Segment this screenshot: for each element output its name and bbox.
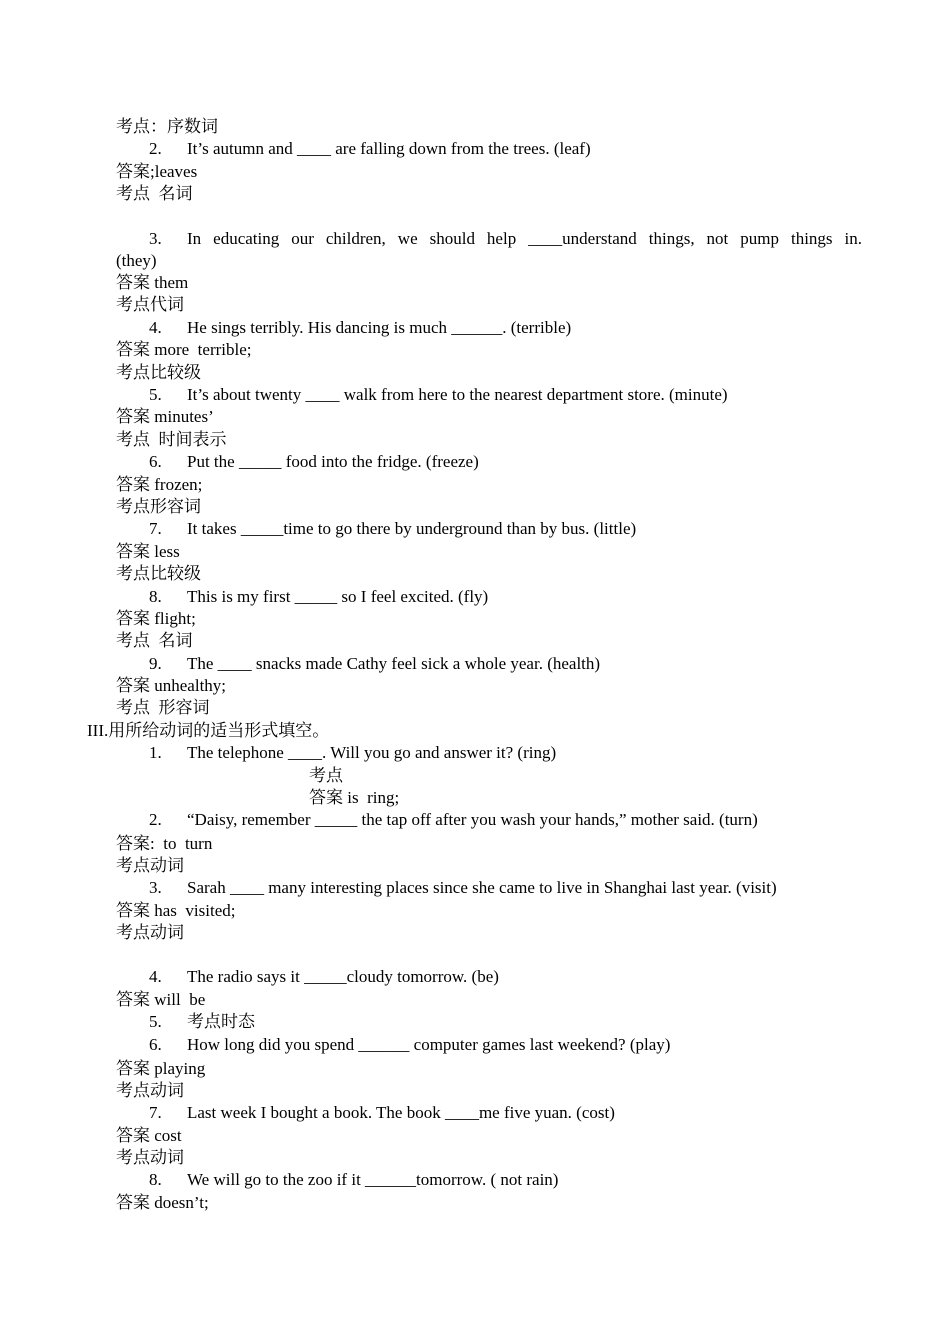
kaodian-line: 考点：序数词 <box>116 117 218 136</box>
kaodian-line: 考点比较级 <box>116 363 201 382</box>
question-number: 6. <box>149 1035 162 1054</box>
answer-line: 答案 more terrible; <box>116 340 252 359</box>
question-text: It’s about twenty ____ walk from here to the nearest department store. (minute) <box>187 385 728 404</box>
question-number: 8. <box>149 1170 162 1189</box>
kaodian-line: 考点 名词 <box>116 184 193 203</box>
question-number: 4. <box>149 318 162 337</box>
kaodian-line: 考点动词 <box>116 1081 184 1100</box>
question-number: 5. <box>149 385 162 404</box>
question-number: 9. <box>149 654 162 673</box>
kaodian-line: 考点比较级 <box>116 564 201 583</box>
question-text: It’s autumn and ____ are falling down from the trees. (leaf) <box>187 139 591 158</box>
question-text: The radio says it _____cloudy tomorrow. (be) <box>187 967 499 986</box>
question-text: It takes _____time to go there by underground than by bus. (little) <box>187 519 637 538</box>
answer-line: 答案 playing <box>116 1059 206 1078</box>
question-text: In educating our children, we should help ____understand things, not pump things in. <box>187 229 862 248</box>
kaodian-line: 考点动词 <box>116 1148 184 1167</box>
question-number: 5. <box>149 1012 162 1031</box>
kaodian-line: 考点 名词 <box>116 631 193 650</box>
section-heading: III.用所给动词的适当形式填空。 <box>87 721 330 740</box>
answer-line: 答案: to turn <box>116 834 213 853</box>
question-number: 4. <box>149 967 162 986</box>
answer-line: 答案 frozen; <box>116 475 203 494</box>
answer-line: 答案 unhealthy; <box>116 676 227 695</box>
question-text: Last week I bought a book. The book ____me five yuan. (cost) <box>187 1103 615 1122</box>
question-number: 8. <box>149 587 162 606</box>
answer-line: 答案 is ring; <box>309 788 400 807</box>
kaodian-line: 考点形容词 <box>116 497 201 516</box>
answer-line: 答案 doesn’t; <box>116 1193 209 1212</box>
question-number: 7. <box>149 519 162 538</box>
answer-line: 答案;leaves <box>116 162 198 181</box>
answer-line: 答案 them <box>116 273 189 292</box>
question-number: 2. <box>149 810 162 829</box>
question-number: 3. <box>149 229 162 248</box>
kaodian-line: 考点动词 <box>116 923 184 942</box>
question-number: 2. <box>149 139 162 158</box>
answer-line: 答案 cost <box>116 1126 182 1145</box>
kaodian-line: 考点 形容词 <box>116 698 210 717</box>
question-number: 3. <box>149 878 162 897</box>
kaodian-line: 考点 时间表示 <box>116 430 227 449</box>
question-text: He sings terribly. His dancing is much ______. (terrible) <box>187 318 572 337</box>
question-continuation: (they) <box>116 251 157 270</box>
question-text: The ____ snacks made Cathy feel sick a whole year. (health) <box>187 654 601 673</box>
answer-line: 答案 minutes’ <box>116 407 214 426</box>
kaodian-line: 考点动词 <box>116 856 184 875</box>
kaodian-line: 考点 <box>309 766 343 785</box>
answer-line: 答案 will be <box>116 990 206 1009</box>
question-text: We will go to the zoo if it ______tomorrow. ( not rain) <box>187 1170 559 1189</box>
question-number: 7. <box>149 1103 162 1122</box>
question-text: Sarah ____ many interesting places since she came to live in Shanghai last year. (visit) <box>187 878 777 897</box>
question-text: Put the _____ food into the fridge. (freeze) <box>187 452 479 471</box>
kaodian-line: 考点代词 <box>116 295 184 314</box>
question-text: This is my first _____ so I feel excited. (fly) <box>187 587 489 606</box>
question-text: How long did you spend ______ computer games last weekend? (play) <box>187 1035 671 1054</box>
answer-line: 答案 has visited; <box>116 901 236 920</box>
question-number: 6. <box>149 452 162 471</box>
question-text: The telephone ____. Will you go and answer it? (ring) <box>187 743 557 762</box>
question-text: “Daisy, remember _____ the tap off after you wash your hands,” mother said. (turn) <box>187 810 758 829</box>
answer-line: 答案 flight; <box>116 609 196 628</box>
answer-line: 答案 less <box>116 542 180 561</box>
question-text: 考点时态 <box>187 1012 255 1031</box>
question-number: 1. <box>149 743 162 762</box>
